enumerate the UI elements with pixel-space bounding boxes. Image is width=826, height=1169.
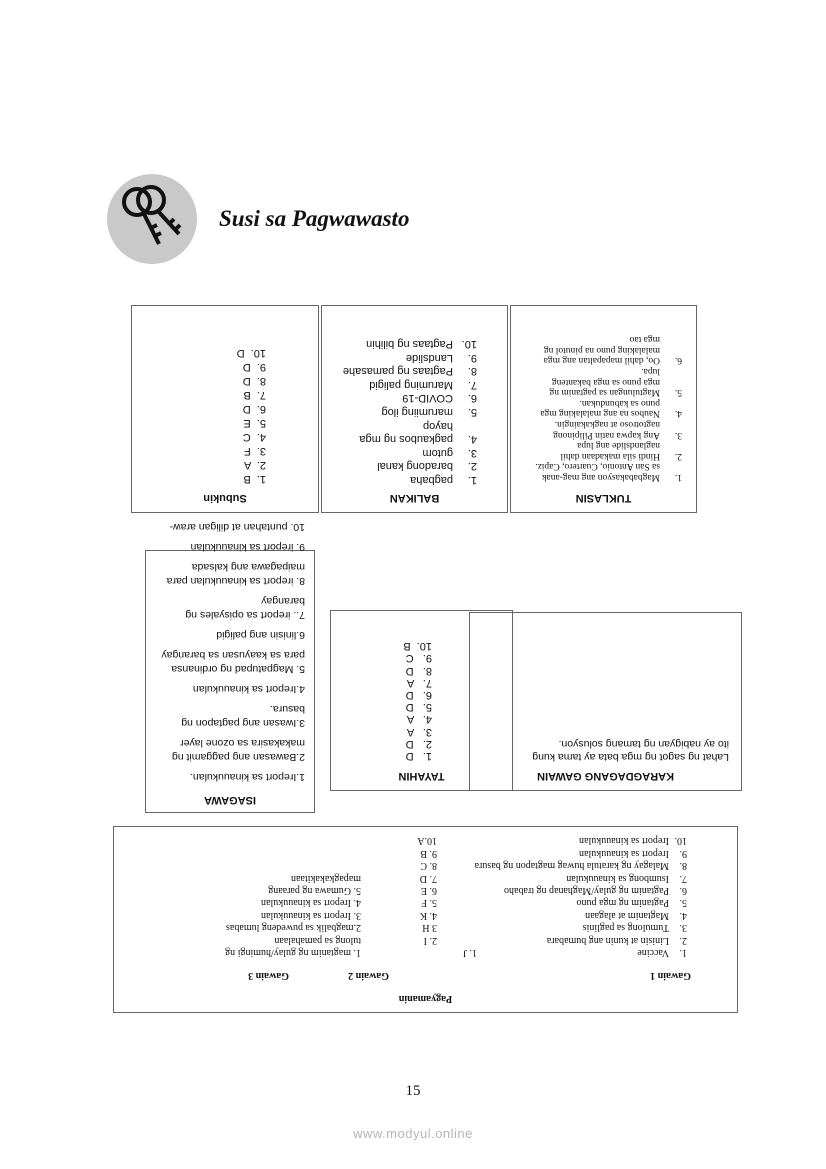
answer-item	[337, 364, 477, 378]
item-number: 8.	[467, 365, 477, 378]
answer-item: 2.Bawasan ang paggamit ng makakasira sa ozone layer	[171, 737, 305, 763]
item-text: Naubos na ang malalaking mga puno sa kabundukan.	[540, 397, 660, 419]
item-text: Ireport sa kinauukulan	[579, 835, 669, 847]
item-text: Pagtaas ng bilihin	[366, 338, 453, 351]
gawain1-item	[407, 871, 687, 883]
item-text: Oo, dahil mapapaltan ang mga malalaking puno na pinutol ng mga tao	[543, 334, 660, 366]
gawain2-item: 4. K	[419, 909, 437, 921]
gawain2-item: 1. J	[463, 947, 477, 958]
gawain1-item	[407, 933, 687, 945]
item-text: Pagtaas ng pamasahe	[342, 365, 453, 378]
item-number: 8.	[679, 860, 687, 872]
item-number: 7.	[679, 872, 687, 884]
page-number: 15	[405, 1083, 421, 1099]
tuklasin-box	[510, 305, 697, 513]
gawain1-item	[407, 834, 687, 846]
item-number: 5.	[679, 897, 687, 909]
answer-item: 10. B	[403, 640, 432, 653]
answer-item: 1. D	[405, 750, 432, 762]
answer-item: 8. D	[242, 375, 266, 387]
item-number: 2.	[467, 460, 477, 473]
gawain2-item: 7. D	[419, 872, 437, 884]
answer-item: 2. A	[243, 459, 266, 471]
subukin-title: Subukin	[203, 492, 247, 504]
gawain2-item: 2. I	[423, 934, 437, 946]
isagawa-title: ISAGAWA	[204, 794, 256, 806]
item-text: baradong kanal	[377, 460, 453, 473]
item-number: 2.	[674, 450, 682, 461]
gawain2-label: Gawain 2	[348, 970, 389, 981]
gawain3-item: tulong sa pamahalaan	[274, 934, 361, 946]
tuklasin-title: TUKLASIN	[575, 492, 632, 504]
answer-item: 5. Magpatupad ng ordinansa para sa kaayusan sa barangay	[161, 649, 305, 675]
answer-item: 2. D	[405, 737, 432, 750]
item-text: pagkaubos ng mga hayop	[359, 419, 453, 446]
gawain3-item: 4. Ireport sa kinauukulan	[261, 897, 361, 909]
gawain1-item	[407, 896, 687, 908]
gawain1-item	[407, 859, 687, 871]
answer-item	[337, 459, 477, 473]
item-number: 3.	[467, 446, 477, 459]
pagyamanin-title: Pagyamanin	[398, 993, 453, 1004]
item-number: 1.	[674, 472, 682, 482]
answer-item	[337, 445, 477, 459]
karagdagang-gawain-box	[469, 612, 742, 791]
answer-item: 7.. ireport sa opisyales ng barangay	[185, 595, 305, 621]
gawain1-label: Gawain 1	[650, 970, 691, 981]
item-text: Pagtanim ng mga puno	[576, 897, 669, 909]
item-number: 9.	[679, 847, 687, 859]
item-text: Landslide	[405, 351, 453, 364]
item-number: 1.	[467, 474, 477, 486]
item-number: 3.	[674, 429, 682, 440]
answer-item	[337, 472, 477, 486]
item-text: Linisin at kunin ang bumabara	[546, 934, 669, 946]
answer-item: 10. puntahan at diligan araw-	[169, 521, 305, 533]
answer-item: 4.Ireport sa kinauukulan	[192, 683, 305, 695]
answer-item	[532, 440, 682, 461]
answer-item: 8. D	[405, 664, 432, 677]
item-text: Tumulong sa paglinis	[582, 922, 669, 934]
item-number: 2.	[679, 934, 687, 946]
tayahin-title: TAYAHIN	[398, 770, 445, 782]
item-number: 6.	[679, 884, 687, 896]
item-number: 4.	[467, 433, 477, 446]
balikan-title: BALIKAN	[389, 492, 440, 504]
answer-item	[337, 404, 477, 418]
item-number: 1.	[679, 947, 687, 958]
answer-item: 9. C	[405, 652, 432, 665]
item-text: Pagtanim ng gulay/Maghanap ng trabaho	[504, 884, 669, 896]
answer-item	[337, 418, 477, 445]
answer-item	[532, 397, 682, 418]
answer-item: 10. D	[236, 347, 266, 359]
answer-item: 5. D	[405, 701, 432, 714]
item-text: Magbabakasyon ang mag-anak sa San Antonio, Cuartero, Capiz.	[535, 461, 660, 482]
item-number: 4.	[674, 408, 682, 419]
item-text: Magtanim at alagaan	[585, 909, 669, 921]
answer-item: 3. A	[406, 725, 432, 738]
answer-item: 8. ireport sa kinauukulan para maipagawa ang kalsada	[166, 561, 305, 587]
gawain2-item: 6. E	[420, 884, 437, 896]
gawain2-item: 10.A	[417, 835, 437, 847]
gawain1-item	[407, 846, 687, 858]
answer-item: 4. C	[242, 431, 266, 443]
answer-item: 9. D	[242, 361, 266, 373]
answer-item	[532, 334, 682, 366]
gawain2-item: 3 H	[422, 922, 437, 934]
answer-item: 9. ireport sa kinauukulan	[190, 541, 305, 553]
item-text: Magtulungan sa pagtanim ng mga puno sa mga bakanteng lupa.	[549, 366, 660, 398]
gawain1-item	[407, 908, 687, 920]
gawain3-item: 2.magbalik sa puwedeng lumabas	[226, 922, 361, 934]
answer-item	[337, 391, 477, 405]
gawain2-item: 9. B	[420, 847, 437, 859]
gawain2-item: 8. C	[420, 860, 437, 872]
item-number: 6.	[674, 355, 682, 366]
answer-item: 1.Ireport sa kinauukulan.	[190, 771, 305, 783]
item-number: 5.	[674, 387, 682, 398]
answer-item	[532, 418, 682, 439]
item-text: Isumbong sa kinauukulan	[566, 872, 669, 884]
answer-item: 6.linisin ang paligid	[216, 629, 305, 641]
item-text: Ang kapwa natin Pilipinong nagtotroso at nagkakaingin.	[553, 419, 660, 440]
item-number: 5.	[467, 406, 477, 419]
gawain1-item	[407, 884, 687, 896]
item-text: Ireport sa kinauukulan	[579, 847, 669, 859]
karagdagang-gawain-title: KARAGDAGANG GAWAIN	[537, 770, 674, 782]
answer-item: 7. B	[243, 389, 266, 401]
balikan-box	[321, 305, 508, 513]
answer-item: 1. B	[243, 473, 266, 485]
item-text: Hindi sila makadaan dahil naglandslide ang lupa	[560, 440, 660, 461]
gawain3-item: 3. Ireport sa kinauukulan	[261, 909, 361, 921]
gawain1-item	[407, 921, 687, 933]
answer-item	[337, 336, 477, 350]
karagdagang-gawain-text: Lahat ng sagot ng mga bata ay tama kung ito ay nabigyan ng tamang solusyon.	[532, 738, 729, 763]
item-number: 4.	[679, 909, 687, 921]
gawain3-item: 5. Gumawa ng paraang	[268, 884, 361, 896]
gawain3-item: 1. magtanim ng gulay/humingi ng	[225, 947, 361, 958]
page-title: Susi sa Pagwawasto	[219, 206, 410, 231]
watermark: www.modyul.online	[353, 1126, 473, 1141]
item-number: 7.	[467, 378, 477, 391]
item-text: Maruming paligid	[369, 378, 453, 391]
gawain3-item: mapagkakakitaan	[291, 872, 361, 884]
answer-item: 4. A	[406, 713, 432, 726]
subukin-box	[131, 305, 319, 513]
gawain2-item: 5. F	[421, 897, 437, 909]
answer-item	[532, 461, 682, 482]
answer-item	[337, 377, 477, 391]
gawain3-label: Gawain 3	[248, 970, 289, 981]
item-number: 6.	[467, 392, 477, 405]
item-text: COVID-19	[402, 392, 453, 405]
isagawa-box	[145, 521, 315, 813]
answer-item: 7. A	[406, 676, 432, 689]
answer-item: 3. F	[243, 445, 266, 457]
item-number: 10.	[674, 835, 687, 847]
answer-item: 3.Iwasan ang pagtapon ng basura.	[181, 703, 305, 729]
keys-icon	[107, 174, 197, 264]
item-number: 9.	[467, 351, 477, 364]
answer-item: 6. D	[242, 403, 266, 415]
item-number: 10.	[461, 338, 477, 351]
pagyamanin-box	[113, 826, 738, 1013]
item-text: pagbaha	[410, 474, 453, 486]
item-text: marumiing ilog	[381, 406, 453, 419]
answer-item	[532, 365, 682, 397]
item-text: gutom	[422, 446, 453, 459]
answer-item: 6. D	[405, 688, 432, 701]
item-text: Vaccine	[637, 947, 669, 958]
answer-item	[337, 350, 477, 364]
answer-item: 5. E	[243, 417, 266, 429]
item-text: Malagay ng karatula huwag magtapon ng basura	[474, 860, 669, 872]
item-number: 3.	[679, 922, 687, 934]
